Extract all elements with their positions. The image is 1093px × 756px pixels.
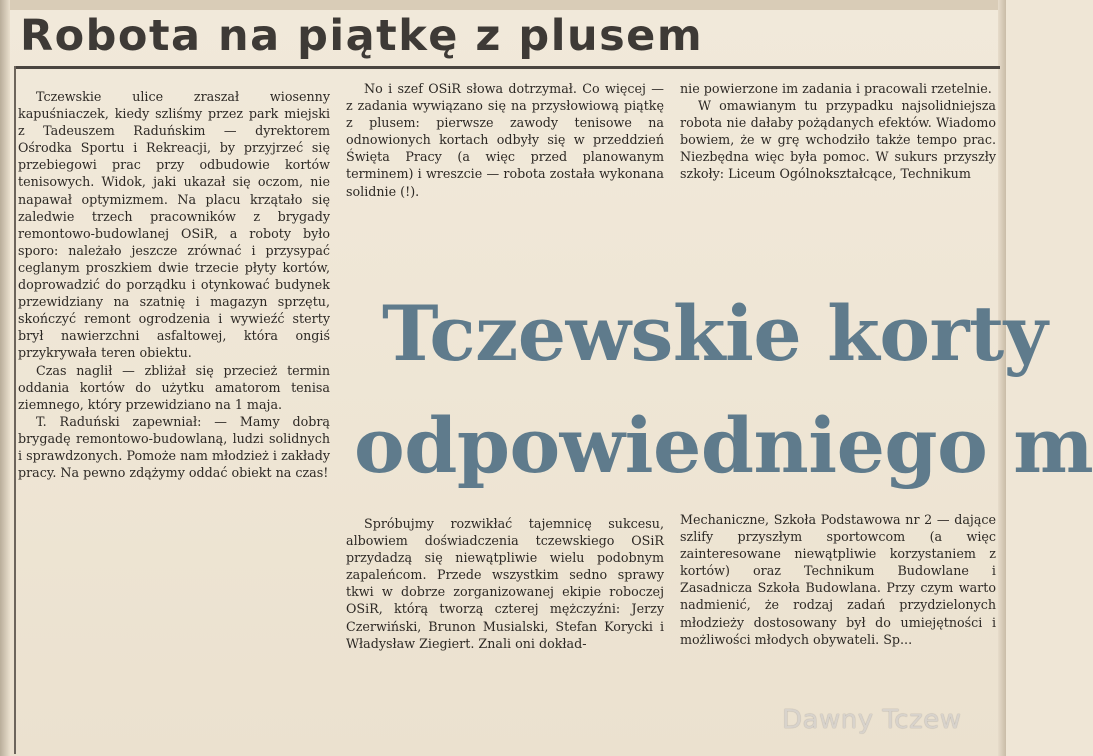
col1-paragraph-2: Czas naglił — zbliżał się przecież termin oddania kortów do użytku amatorom tenisa ziemnego, który przewidziano na 1 maja. xyxy=(18,362,330,412)
col3-paragraph-3: Mechaniczne, Szkoła Podstawowa nr 2 — dające szlify przyszłym sportowcom (a więc zainteresowane niewątpliwie korzystaniem z kortów) oraz Technikum Budowlane i Zasadnicza Szkoła Budowlana. Przy czym warto nadmienić, że rodzaj zadań przydzielonych młodzieży dostosowany był do umiejętności i możliwości młodych obywateli. Sp... xyxy=(680,512,996,647)
headline-rule xyxy=(14,66,1000,69)
article-headline: Robota na piątkę z plusem xyxy=(20,11,704,61)
col2-paragraph-1: No i szef OSiR słowa dotrzymał. Co więcej — z zadania wywiązano się na przysłowiową piątkę z plusem: pierwsze zawody tenisowe na odnowionych kortach odbyły się w przeddzień Święta Pracy (a więc przed planowanym terminem) i wreszcie — robota została wykonana solidnie (!). xyxy=(346,81,664,199)
column-3-bottom xyxy=(680,511,996,648)
column-3-top xyxy=(680,80,996,183)
column-2-top xyxy=(346,80,664,200)
feature-title-line-2: odpowiedniego m xyxy=(354,401,1093,490)
scan-left-edge xyxy=(0,0,10,756)
feature-title xyxy=(346,280,1093,508)
left-column-rule xyxy=(14,66,16,754)
column-1 xyxy=(18,88,330,481)
col3-paragraph-2: W omawianym tu przypadku najsolidniejsza robota nie dałaby pożądanych efektów. Wiadomo bowiem, że w grę wchodziło także tempo prac. Niezbędna więc była pomoc. W sukurs przyszły szkoły: Liceum Ogólnokształcące, Technikum xyxy=(680,98,996,182)
column-2-bottom xyxy=(346,515,664,652)
col1-paragraph-1: Tczewskie ulice zraszał wiosenny kapuśniaczek, kiedy szliśmy przez park miejski z Tadeuszem Raduńskim — dyrektorem Ośrodka Sportu i Rekreacji, by przyjrzeć się przebiegowi prac przy odbudowie kortów tenisowych. Widok, jaki ukazał się oczom, nie napawał optymizmem. Na placu krzątało się zaledwie trzech pracowników z brygady remontowo-budowlanej OSiR, a roboty było sporo: należało jeszcze zrównać i przysypać ceglanym proszkiem dwie trzecie płyty kortów, doprowadzić do porządku i otynkować budynek przewidziany na szatnię i magazyn sprzętu, skończyć remont ogrodzenia i wywieźć sterty brył nawierzchni asfaltowej, która ongiś przykrywała teren obiektu. xyxy=(18,89,330,361)
col1-paragraph-3: T. Raduński zapewniał: — Mamy dobrą brygadę remontowo-budowlaną, ludzi solidnych i sprawdzonych. Pomoże nam młodzież i zakłady pracy. Na pewno zdążymy oddać obiekt na czas! xyxy=(18,413,330,481)
feature-title-line-1: Tczewskie korty xyxy=(382,289,1048,378)
col3-paragraph-1: nie powierzone im zadania i pracowali rzetelnie. xyxy=(680,81,992,96)
watermark-text: Dawny Tczew xyxy=(782,705,962,735)
scan-top-edge xyxy=(0,0,1006,10)
col2-paragraph-2: Spróbujmy rozwikłać tajemnicę sukcesu, albowiem doświadczenia tczewskiego OSiR przydadzą się niewątpliwie wielu podobnym zapaleńcom. Przede wszystkim sedno sprawy tkwi w dobrze zorganizowanej ekipie roboczej OSiR, którą tworzą czterej mężczyźni: Jerzy Czerwiński, Brunon Musialski, Stefan Korycki i Władysław Ziegiert. Znali oni dokład- xyxy=(346,516,664,651)
